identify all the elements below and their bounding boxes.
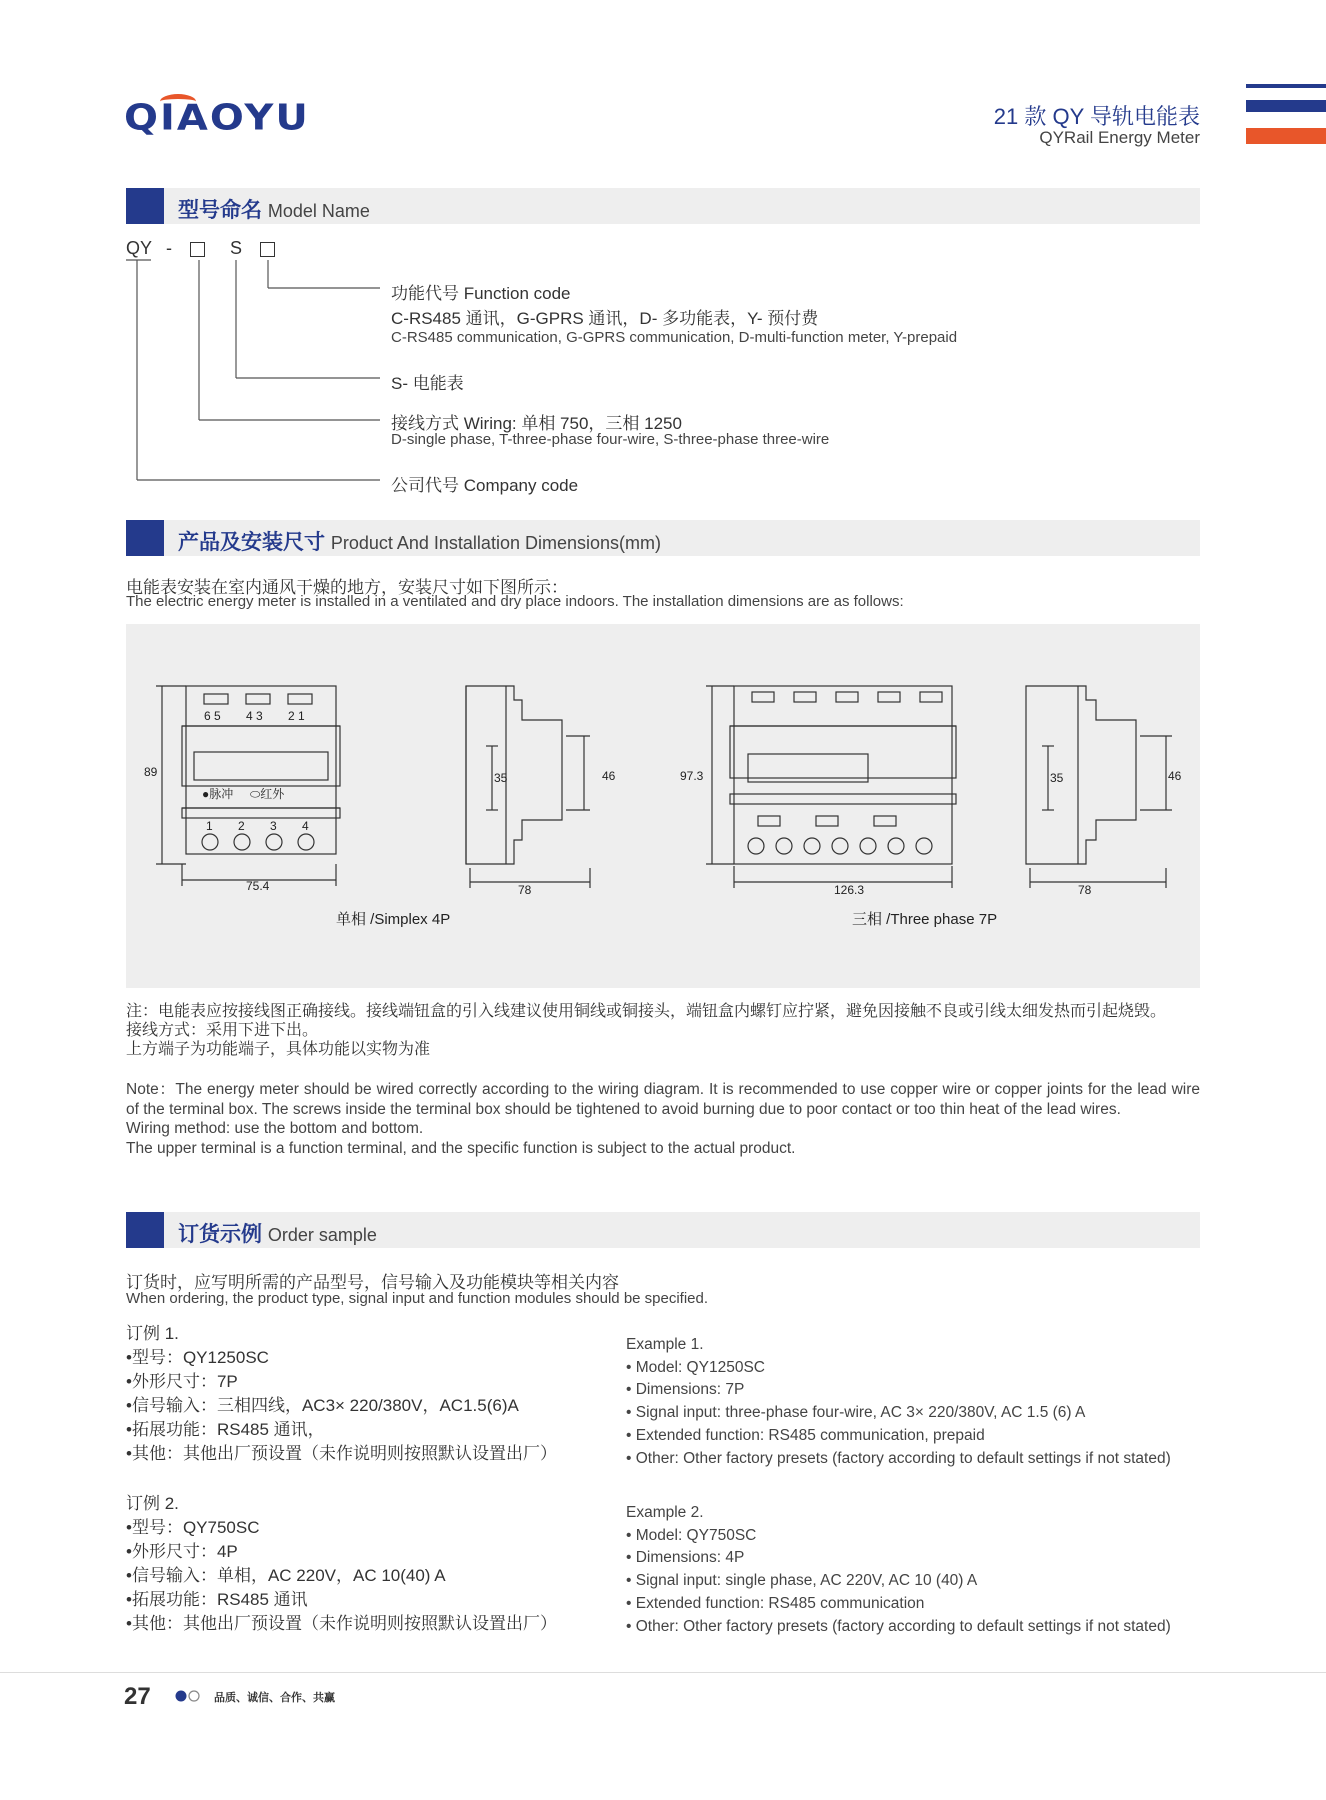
function-code-desc-en: C-RS485 communication, G-GPRS communication, D-multi-function meter, Y-prepaid bbox=[391, 329, 958, 346]
note-en bbox=[126, 1080, 1200, 1158]
example2-en-line: • Model: QY750SC bbox=[626, 1526, 757, 1544]
single-width-dim: 75.4 bbox=[246, 879, 270, 893]
infrared-indicator: ⬭红外 bbox=[250, 787, 285, 801]
header-stripe-thin bbox=[1246, 84, 1326, 88]
example2-cn-line: •外形尺寸：4P bbox=[126, 1542, 238, 1561]
section-marker bbox=[126, 520, 164, 556]
section-dimensions-header bbox=[126, 520, 1200, 556]
example1-en-line: • Model: QY1250SC bbox=[626, 1358, 765, 1376]
company-code-label: 公司代号 Company code bbox=[391, 476, 579, 495]
code-dash: - bbox=[166, 238, 172, 258]
code-s: S bbox=[230, 238, 243, 258]
example2-cn-line: •拓展功能：RS485 通讯 bbox=[126, 1590, 308, 1609]
header-title: 21 款 QY 导轨电能表 bbox=[993, 104, 1200, 129]
single-terminal-bottom-1: 1 bbox=[206, 819, 213, 833]
single-terminal-bottom-4: 4 bbox=[302, 819, 309, 833]
example2-en-title: Example 2. bbox=[626, 1504, 704, 1521]
section-marker bbox=[126, 188, 164, 224]
brand-logo: QIAOYU bbox=[124, 97, 310, 139]
example2-cn-title: 订例 2. bbox=[126, 1494, 179, 1513]
order-intro-cn: 订货时，应写明所需的产品型号，信号输入及功能模块等相关内容 bbox=[126, 1273, 619, 1292]
single-terminal-bottom-2: 2 bbox=[238, 819, 245, 833]
example2-cn-line: •信号输入：单相，AC 220V，AC 10(40) A bbox=[126, 1566, 446, 1585]
footer-dots-icon bbox=[174, 1689, 204, 1703]
example1-cn bbox=[126, 1322, 557, 1466]
note-cn-line: 上方端子为功能端子，具体功能以实物为准 bbox=[126, 1041, 431, 1058]
single-height-dim: 89 bbox=[144, 765, 158, 779]
section-order-sample-header bbox=[126, 1212, 1200, 1248]
three-width-dim: 126.3 bbox=[834, 883, 865, 897]
pulse-indicator: ●脉冲 bbox=[202, 787, 234, 801]
note-en-line: The upper terminal is a function terminal, and the specific function is subject to the actual product. bbox=[126, 1139, 796, 1157]
example1-en-title: Example 1. bbox=[626, 1336, 704, 1353]
single-side-height-dim: 46 bbox=[602, 769, 616, 783]
example1-cn-line: •其他：其他出厂预设置（未作说明则按照默认设置出厂） bbox=[126, 1444, 557, 1463]
section-marker bbox=[126, 1212, 164, 1248]
example2-en-line: • Signal input: single phase, AC 220V, AC 10 (40) A bbox=[626, 1572, 978, 1590]
footer-divider bbox=[0, 1672, 1326, 1673]
note-cn bbox=[126, 1002, 1200, 1059]
dimensions-diagram-panel bbox=[126, 624, 1200, 988]
example1-en-line: • Other: Other factory presets (factory according to default settings if not stated) bbox=[626, 1449, 1171, 1467]
single-depth-dim: 78 bbox=[518, 883, 532, 897]
header-stripe-orange bbox=[1246, 128, 1326, 144]
example2-cn-line: •型号：QY750SC bbox=[126, 1518, 260, 1537]
logo-arc bbox=[160, 94, 196, 109]
header-subtitle: QYRail Energy Meter bbox=[1039, 128, 1200, 147]
section-title: 型号命名 Model Name bbox=[178, 199, 370, 222]
single-terminal-bottom-3: 3 bbox=[270, 819, 277, 833]
example1-cn-title: 订例 1. bbox=[126, 1324, 179, 1343]
example2-en-line: • Dimensions: 4P bbox=[626, 1549, 745, 1567]
three-rail-dim: 35 bbox=[1050, 771, 1064, 785]
example1-en-line: • Signal input: three-phase four-wire, AC 3× 220/380V, AC 1.5 (6) A bbox=[626, 1404, 1086, 1422]
dimensions-drawing bbox=[126, 624, 1200, 988]
function-code-desc-cn: C-RS485 通讯，G-GPRS 通讯，D- 多功能表，Y- 预付费 bbox=[391, 309, 819, 328]
three-caption: 三相 /Three phase 7P bbox=[852, 911, 998, 928]
code-box-wiring bbox=[190, 242, 205, 257]
example2-cn-line: •其他：其他出厂预设置（未作说明则按照默认设置出厂） bbox=[126, 1614, 557, 1633]
note-en-line: Wiring method: use the bottom and bottom. bbox=[126, 1120, 424, 1137]
example2-cn bbox=[126, 1492, 557, 1636]
dimensions-intro-cn: 电能表安装在室内通风干燥的地方，安装尺寸如下图所示： bbox=[126, 578, 568, 597]
footer-motto: 品质、诚信、合作、共赢 bbox=[214, 1692, 335, 1704]
single-caption: 单相 /Simplex 4P bbox=[336, 911, 451, 928]
wiring-label: 接线方式 Wiring: 单相 750，三相 1250 bbox=[391, 414, 682, 433]
note-en-line: Note：The energy meter should be wired correctly according to the wiring diagram. It is recommended to use copper wire or copper joints for the lead wire of the terminal box. The screws inside the terminal box should be tightened to avoid burning due to poor contact or too thin heat of the lead wires. bbox=[126, 1081, 1200, 1118]
code-box-function bbox=[260, 242, 275, 257]
example1-cn-line: •外形尺寸：7P bbox=[126, 1372, 238, 1391]
dimensions-intro-en: The electric energy meter is installed in a ventilated and dry place indoors. The installation dimensions are as follows: bbox=[126, 593, 904, 610]
wiring-desc-en: D-single phase, T-three-phase four-wire, S-three-phase three-wire bbox=[391, 431, 830, 448]
note-cn-line: 接线方式：采用下进下出。 bbox=[126, 1022, 319, 1039]
example2-en-line: • Extended function: RS485 communication bbox=[626, 1594, 925, 1612]
section-title: 订货示例 Order sample bbox=[178, 1223, 377, 1246]
order-intro-en: When ordering, the product type, signal input and function modules should be specified. bbox=[126, 1290, 709, 1307]
meter-type-label: S- 电能表 bbox=[391, 374, 464, 393]
three-side-height-dim: 46 bbox=[1168, 769, 1182, 783]
example1-cn-line: •拓展功能：RS485 通讯， bbox=[126, 1420, 325, 1439]
section-model-name-header bbox=[126, 188, 1200, 224]
section-title: 产品及安装尺寸 Product And Installation Dimensions(mm) bbox=[178, 531, 661, 554]
page-number: 27 bbox=[124, 1683, 151, 1710]
model-code-leader-lines bbox=[126, 258, 386, 488]
function-code-label: 功能代号 Function code bbox=[391, 284, 571, 303]
example1-cn-line: •信号输入：三相四线，AC3× 220/380V，AC1.5(6)A bbox=[126, 1396, 519, 1415]
three-height-dim: 97.3 bbox=[680, 769, 704, 783]
code-prefix: QY bbox=[126, 238, 153, 258]
single-terminal-top-2: 4 3 bbox=[246, 709, 263, 723]
example2-en-line: • Other: Other factory presets (factory according to default settings if not stated) bbox=[626, 1617, 1171, 1635]
single-rail-dim: 35 bbox=[494, 771, 508, 785]
three-depth-dim: 78 bbox=[1078, 883, 1092, 897]
note-cn-line: 注：电能表应按接线图正确接线。接线端钮盒的引入线建议使用铜线或铜接头，端钮盒内螺钉应拧紧，避免因接触不良或引线太细发热而引起烧毁。 bbox=[126, 1003, 1167, 1020]
example1-en-line: • Dimensions: 7P bbox=[626, 1381, 745, 1399]
header-stripe-blue bbox=[1246, 100, 1326, 112]
example1-en-line: • Extended function: RS485 communication, prepaid bbox=[626, 1426, 985, 1444]
model-code bbox=[126, 238, 286, 258]
single-terminal-top-1: 6 5 bbox=[204, 709, 221, 723]
example2-en bbox=[626, 1502, 1171, 1638]
single-terminal-top-3: 2 1 bbox=[288, 709, 305, 723]
example1-en bbox=[626, 1334, 1171, 1470]
example1-cn-line: •型号：QY1250SC bbox=[126, 1348, 269, 1367]
